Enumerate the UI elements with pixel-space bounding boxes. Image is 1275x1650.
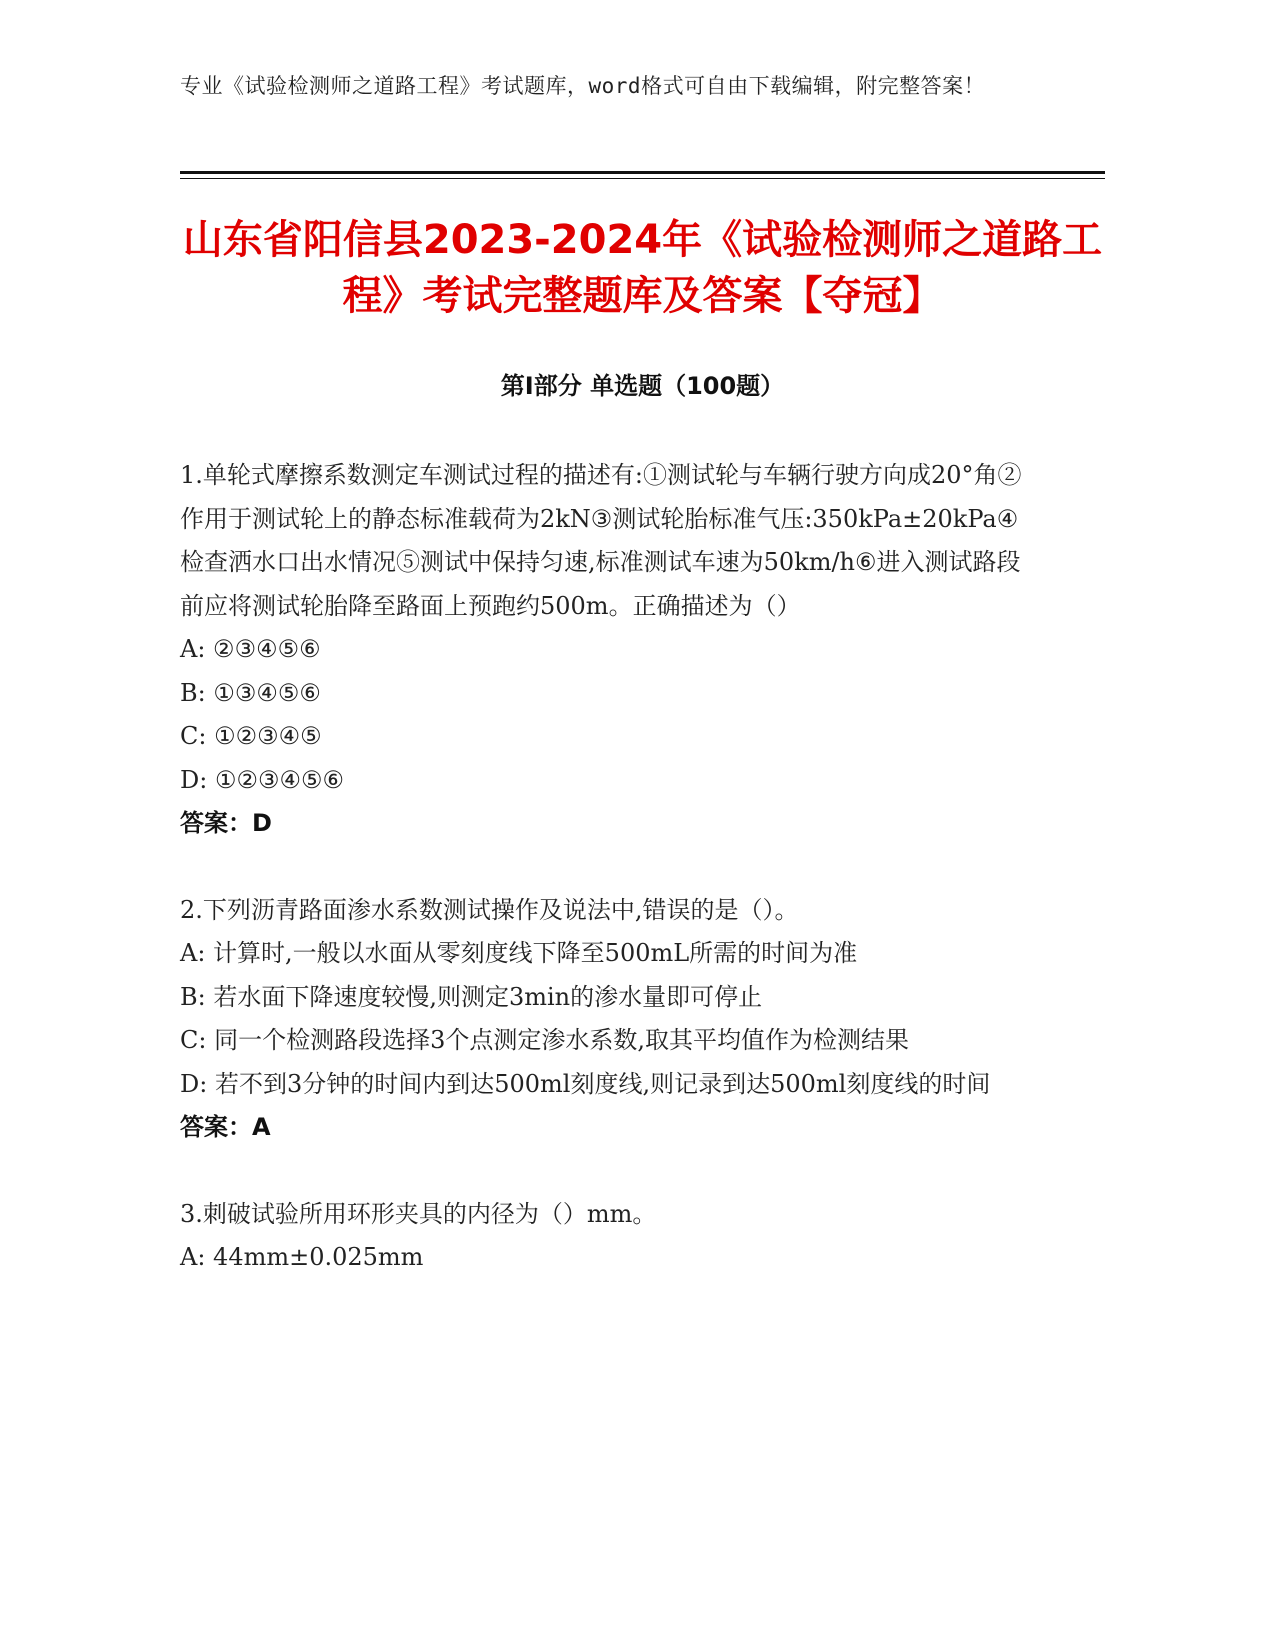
question-3 — [180, 1193, 1030, 1280]
question-2 — [180, 889, 1030, 1150]
option-c: C: 同一个检测路段选择3个点测定渗水系数,取其平均值作为检测结果 — [180, 1026, 909, 1054]
answer-line: 答案：D — [180, 809, 272, 837]
document-title: 山东省阳信县2023-2024年《试验检测师之道路工程》考试完整题库及答案【夺冠】 — [182, 217, 1103, 319]
option-d: D: 若不到3分钟的时间内到达500ml刻度线,则记录到达500ml刻度线的时间 — [180, 1069, 991, 1098]
question-stem: 3.刺破试验所用环形夹具的内径为（）mm。 — [180, 1199, 657, 1228]
question-1 — [180, 454, 1030, 846]
question-stem: 1.单轮式摩擦系数测定车测试过程的描述有:①测试轮与车辆行驶方向成20°角②作用于测试轮上的静态标准载荷为2kN③测试轮胎标准气压:350kPa±20kPa④检查洒水口出水情况⑤测试中保持匀速,标准测试车速为50km/h⑥进入测试路段前应将测试轮胎降至路面上预跑约500m。正确描述为（） — [180, 461, 1022, 620]
option-a: A: ②③④⑤⑥ — [180, 635, 321, 663]
option-b: B: ①③④⑤⑥ — [180, 678, 321, 707]
question-list — [180, 454, 1030, 1323]
option-c: C: ①②③④⑤ — [180, 722, 322, 750]
option-a: A: 44mm±0.025mm — [180, 1243, 424, 1271]
header-divider-thick — [180, 171, 1105, 174]
option-a: A: 计算时,一般以水面从零刻度线下降至500mL所需的时间为准 — [180, 939, 858, 967]
header-divider-thin — [180, 178, 1105, 179]
answer-line: 答案：A — [180, 1113, 271, 1141]
option-b: B: 若水面下降速度较慢,则测定3min的渗水量即可停止 — [180, 982, 763, 1011]
question-stem: 2.下列沥青路面渗水系数测试操作及说法中,错误的是（）。 — [180, 895, 799, 924]
section-heading: 第Ⅰ部分 单选题（100题） — [500, 372, 785, 400]
header-note: 专业《试验检测师之道路工程》考试题库，word格式可自由下载编辑，附完整答案！ — [180, 74, 986, 98]
option-d: D: ①②③④⑤⑥ — [180, 765, 345, 794]
